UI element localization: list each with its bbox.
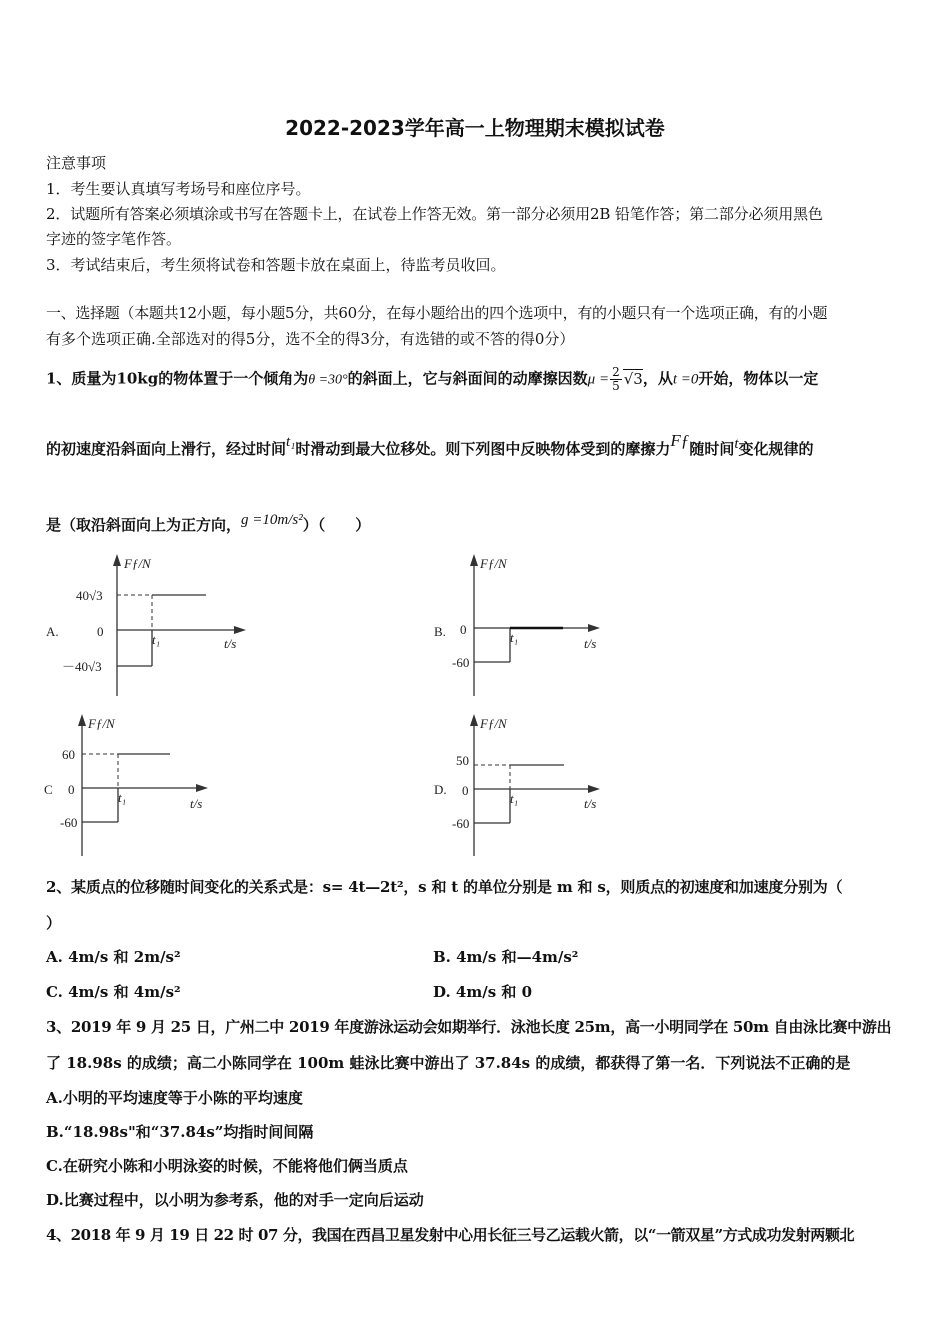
graph-d-t1: t₁ [510,791,519,806]
graph-a-ylabel: Fƒ/N [124,556,151,571]
question-3-line2: 了 18.98s 的成绩；高二小陈同学在 100m 蛙泳比赛中游出了 37.84s 的成绩，都获得了第一名．下列说法不正确的是 [46,1054,851,1072]
graph-a-t1: t₁ [152,632,161,647]
graph-d-xlabel: t/s [584,796,597,811]
graph-b-ylabel: Fƒ/N [480,556,507,571]
section-heading-line2: 有多个选项正确.全部选对的得5分，选不全的得3分，有选错的或不答的得0分） [46,330,575,348]
option-b-label: B. [434,624,446,639]
graph-b-bottom-value: -60 [452,655,470,670]
question-2-line2: ） [46,914,62,932]
question-1-line1: 1、质量为10kg的物体置于一个倾角为θ =30°的斜面上，它与斜面间的动摩擦因数μ = $\frac{2}{5}$ √3，从t =0开始，物体以一定 [46,365,819,393]
graph-d-ylabel: Fƒ/N [480,716,507,731]
section-heading-line1: 一、选择题（本题共12小题，每小题5分，共60分，在每小题给出的四个选项中，有的小题只有一个选项正确，有的小题 [46,304,828,322]
graph-c-ylabel: Fƒ/N [88,716,115,731]
graph-a-bottom-value: －40√3 [62,659,102,674]
graph-c-top-value: 60 [62,747,75,762]
notice-item-3: 3．考试结束后，考生须将试卷和答题卡放在桌面上，待监考员收回。 [46,256,506,274]
graph-c-t1: t₁ [118,790,127,805]
question-3-option-a: A.小明的平均速度等于小陈的平均速度 [46,1089,303,1107]
graph-c-zero: 0 [68,782,75,797]
page-title: 2022-2023学年高一上物理期末模拟试卷 [285,116,665,140]
question-2-line1: 2、某质点的位移随时间变化的关系式是：s= 4t—2t²，s 和 t 的单位分别是 m 和 s，则质点的初速度和加速度分别为（ [46,878,843,896]
question-2-option-c: C. 4m/s 和 4m/s² [46,983,181,1001]
question-2-option-a: A. 4m/s 和 2m/s² [46,948,181,966]
question-2-option-d: D. 4m/s 和 0 [433,983,533,1001]
question-2-option-b: B. 4m/s 和—4m/s² [433,948,579,966]
graph-c [40,710,240,860]
graph-d-top-value: 50 [456,753,469,768]
graph-a-xlabel: t/s [224,636,237,651]
graph-d [430,710,630,860]
question-3-option-c: C.在研究小陈和小明泳姿的时候，不能将他们俩当质点 [46,1157,408,1175]
question-1-line2: 的初速度沿斜面向上滑行，经过时间t₁时滑动到最大位移处。则下列图中反映物体受到的摩擦力Fƒ随时间t变化规律的 [46,431,814,458]
graph-c-bottom-value: -60 [60,815,78,830]
notice-item-1: 1．考生要认真填写考场号和座位序号。 [46,180,311,198]
question-1-line3: 是（取沿斜面向上为正方向，g =10m/s²）（ ） [46,512,371,534]
option-a-label: A. [46,624,59,639]
graph-d-bottom-value: -60 [452,816,470,831]
graph-b-t1: t₁ [510,630,519,645]
graph-a-top-value: 40√3 [76,588,103,603]
question-3-line1: 3、2019 年 9 月 25 日，广州二中 2019 年度游泳运动会如期举行．泳池长度 25m，高一小明同学在 50m 自由泳比赛中游出 [46,1018,892,1036]
question-3-option-b: B.“18.98s"和“37.84s”均指时间间隔 [46,1123,314,1141]
option-d-label: D. [434,782,447,797]
graph-c-xlabel: t/s [190,796,203,811]
graph-a-zero: 0 [97,624,104,639]
notice-item-2-cont: 字迹的签字笔作答。 [46,230,182,248]
graph-b-xlabel: t/s [584,636,597,651]
question-4-line1: 4、2018 年 9 月 19 日 22 时 07 分，我国在西昌卫星发射中心用长征三号乙运载火箭，以“一箭双星”方式成功发射两颗北 [46,1226,855,1244]
notice-heading: 注意事项 [46,154,107,172]
question-3-option-d: D.比赛过程中，以小明为参考系，他的对手一定向后运动 [46,1191,424,1209]
option-c-label: C [44,782,53,797]
graph-a [40,550,260,700]
graph-b-zero: 0 [460,622,467,637]
graph-d-zero: 0 [462,783,469,798]
graph-b [430,550,630,700]
notice-item-2: 2．试题所有答案必须填涂或书写在答题卡上，在试卷上作答无效。第一部分必须用2B 铅笔作答；第二部分必须用黑色 [46,205,823,223]
